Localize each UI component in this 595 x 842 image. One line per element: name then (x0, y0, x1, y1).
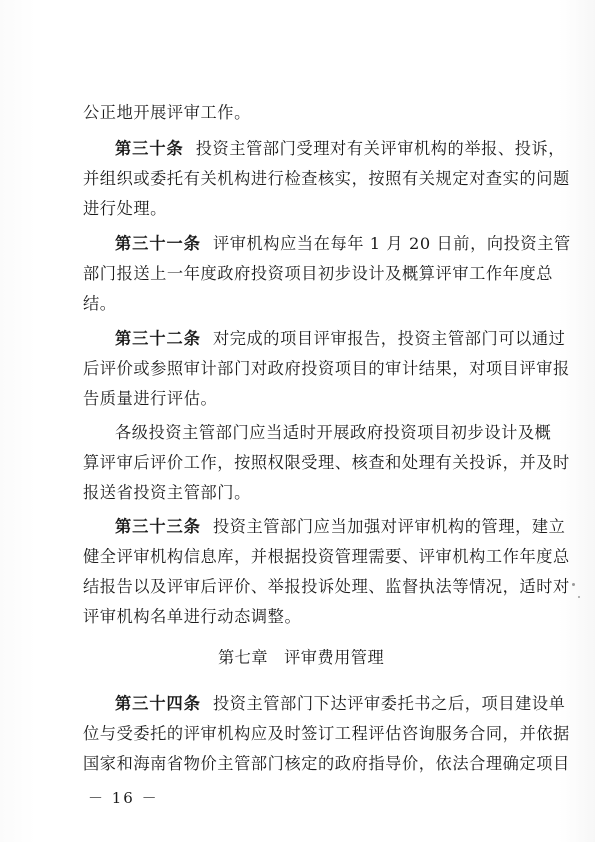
article-32-text-1: 对完成的项目评审报告，投资主管部门可以通过 (212, 329, 566, 348)
article-33-text-1: 投资主管部门应当加强对评审机构的管理，建立 (212, 517, 566, 536)
article-31-line-1 (115, 234, 571, 254)
article-34-line-2: 位与受委托的评审机构应及时签订工程评估咨询服务合同，并依据 (83, 724, 570, 743)
paragraph-review-line-3: 报送省投资主管部门。 (83, 483, 251, 502)
article-33-line-4: 评审机构名单进行动态调整。 (83, 607, 302, 626)
article-32-heading: 第三十二条 (115, 329, 201, 348)
page-number: － 16 － (88, 789, 159, 807)
article-33-line-3: 结报告以及评审后评价、举报投诉处理、监督执法等情况，适时对 (83, 577, 570, 596)
article-33-line-1 (115, 517, 565, 537)
article-31-line-3: 结。 (83, 294, 117, 313)
article-30-heading: 第三十条 (115, 139, 184, 158)
scan-speck (572, 583, 575, 586)
chapter-number: 第七章 (218, 648, 269, 667)
article-31-text-1: 评审机构应当在每年 1 月 20 日前，向投资主管 (212, 234, 571, 253)
article-31-line-2: 部门报送上一年度政府投资项目初步设计及概算评审工作年度总 (83, 264, 554, 283)
article-33-line-2: 健全评审机构信息库，并根据投资管理需要、评审机构工作年度总 (83, 547, 570, 566)
paragraph-continuation-line: 公正地开展评审工作。 (83, 103, 251, 122)
article-34-line-3: 国家和海南省物价主管部门核定的政府指导价，依法合理确定项目 (83, 754, 570, 773)
article-34-line-1 (115, 694, 565, 714)
article-32-line-2: 后评价或参照审计部门对政府投资项目的审计结果，对项目评审报 (83, 359, 570, 378)
article-31-heading: 第三十一条 (115, 234, 201, 253)
article-30-line-2: 并组织或委托有关机构进行检查核实，按照有关规定对查实的问题 (83, 169, 570, 188)
chapter-title: 评审费用管理 (284, 648, 385, 667)
paragraph-review-line-2: 算评审后评价工作，按照权限受理、核查和处理有关投诉，并及时 (83, 453, 570, 472)
article-32-line-1 (115, 329, 565, 349)
article-30-text-1: 投资主管部门受理对有关评审机构的举报、投诉， (195, 139, 566, 158)
paragraph-review-line-1: 各级投资主管部门应当适时开展政府投资项目初步设计及概 (115, 423, 552, 442)
article-34-heading: 第三十四条 (115, 694, 201, 713)
article-34-text-1: 投资主管部门下达评审委托书之后，项目建设单 (212, 694, 566, 713)
scan-speck (578, 596, 580, 598)
article-33-heading: 第三十三条 (115, 517, 201, 536)
article-32-line-3: 告质量进行评估。 (83, 389, 218, 408)
chapter-heading (218, 648, 384, 668)
article-30-line-1 (115, 139, 565, 159)
article-30-line-3: 进行处理。 (83, 199, 167, 218)
